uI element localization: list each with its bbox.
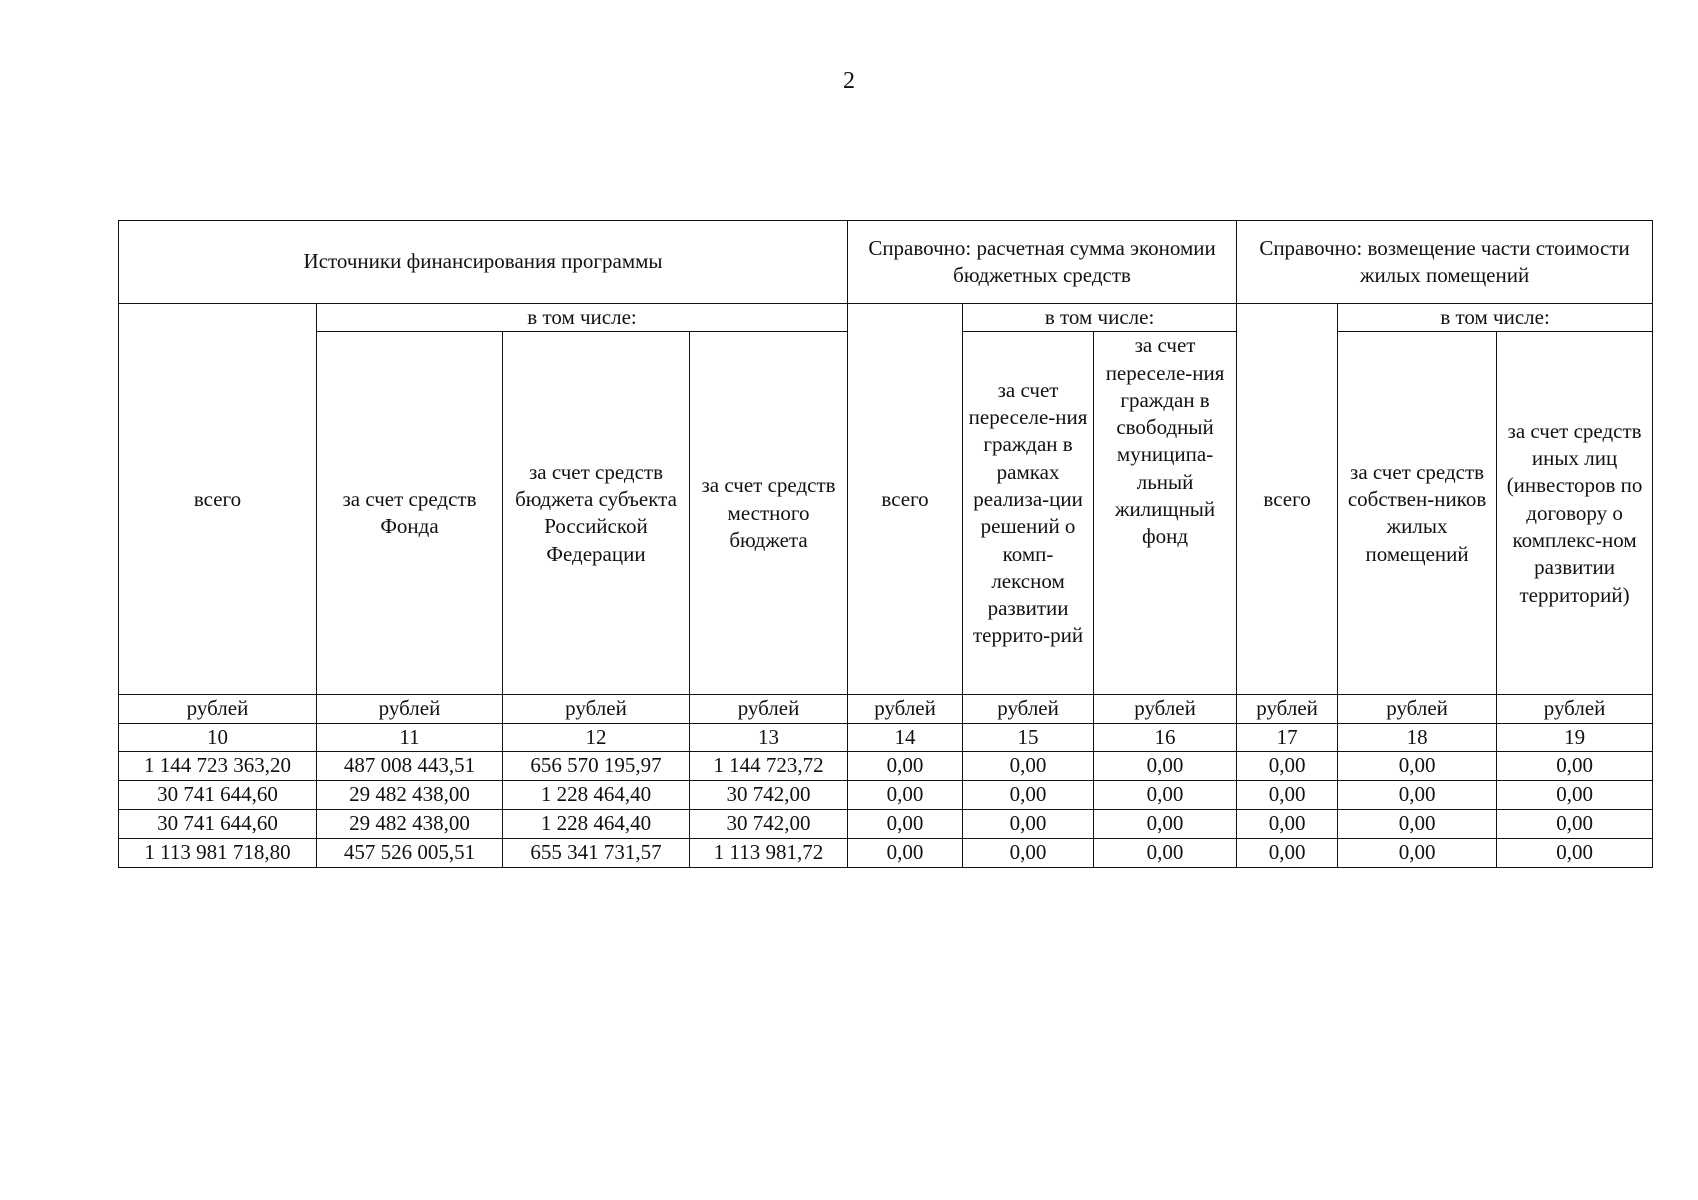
data-cell: 0,00 [963,780,1094,809]
data-cell: 1 144 723 363,20 [119,751,317,780]
data-cell: 0,00 [1497,780,1653,809]
data-cell: 0,00 [1497,838,1653,867]
data-cell: 29 482 438,00 [317,780,503,809]
data-cell: 30 741 644,60 [119,780,317,809]
column-number: 14 [848,723,963,751]
data-cell: 29 482 438,00 [317,809,503,838]
column-number: 16 [1094,723,1237,751]
data-cell: 30 742,00 [690,809,848,838]
data-cell: 487 008 443,51 [317,751,503,780]
data-cell: 0,00 [1497,809,1653,838]
table-row [119,780,1653,809]
data-cell: 0,00 [1338,838,1497,867]
header-col-19: за счет средств иных лиц (инвесторов по договору о комплекс-ном развитии территорий) [1497,332,1653,695]
data-cell: 30 741 644,60 [119,809,317,838]
unit-cell: рублей [963,695,1094,723]
data-cell: 0,00 [1094,809,1237,838]
data-cell: 0,00 [1497,751,1653,780]
column-number: 13 [690,723,848,751]
data-cell: 1 228 464,40 [503,780,690,809]
data-cell: 457 526 005,51 [317,838,503,867]
data-cell: 0,00 [1237,838,1338,867]
financing-table [118,220,1653,868]
unit-cell: рублей [690,695,848,723]
unit-cell: рублей [317,695,503,723]
data-cell: 1 144 723,72 [690,751,848,780]
unit-cell: рублей [1094,695,1237,723]
column-number: 12 [503,723,690,751]
unit-cell: рублей [1338,695,1497,723]
page-number: 2 [843,68,855,94]
header-financing-sources: Источники финансирования программы [119,221,848,304]
header-col-15: за счет переселе-ния граждан в рамках реализа-ции решений о комп-лексном развитии террито-рий [963,332,1094,695]
column-number: 18 [1338,723,1497,751]
unit-cell: рублей [1497,695,1653,723]
header-housing-compensation: Справочно: возмещение части стоимости жилых помещений [1237,221,1653,304]
table-row [119,809,1653,838]
data-cell: 0,00 [1237,809,1338,838]
data-cell: 655 341 731,57 [503,838,690,867]
table-row [119,838,1653,867]
data-cell: 0,00 [1338,751,1497,780]
column-number: 17 [1237,723,1338,751]
data-cell: 1 113 981,72 [690,838,848,867]
column-number: 15 [963,723,1094,751]
header-col-13: за счет средств местного бюджета [690,332,848,695]
data-cell: 30 742,00 [690,780,848,809]
unit-cell: рублей [848,695,963,723]
unit-cell: рублей [1237,695,1338,723]
data-cell: 0,00 [848,751,963,780]
data-cell: 0,00 [848,838,963,867]
data-cell: 1 228 464,40 [503,809,690,838]
header-col-16: за счет переселе-ния граждан в свободный муниципа-льный жилищный фонд [1094,332,1237,695]
data-cell: 0,00 [848,780,963,809]
data-cell: 0,00 [1094,838,1237,867]
table-row [119,751,1653,780]
data-cell: 656 570 195,97 [503,751,690,780]
data-cell: 0,00 [963,838,1094,867]
data-cell: 0,00 [1094,780,1237,809]
header-including-savings: в том числе: [963,304,1237,332]
column-number: 11 [317,723,503,751]
data-cell: 0,00 [1237,780,1338,809]
header-col-18: за счет средств собствен-ников жилых помещений [1338,332,1497,695]
data-cell: 0,00 [848,809,963,838]
data-cell: 0,00 [963,751,1094,780]
header-including-sources: в том числе: [317,304,848,332]
data-cell: 0,00 [1094,751,1237,780]
header-col-12: за счет средств бюджета субъекта Российской Федерации [503,332,690,695]
data-cell: 0,00 [963,809,1094,838]
header-col-17: всего [1237,304,1338,695]
header-col-14: всего [848,304,963,695]
data-cell: 0,00 [1338,780,1497,809]
unit-cell: рублей [503,695,690,723]
header-col-11: за счет средств Фонда [317,332,503,695]
unit-cell: рублей [119,695,317,723]
header-budget-savings: Справочно: расчетная сумма экономии бюджетных средств [848,221,1237,304]
header-including-compensation: в том числе: [1338,304,1653,332]
column-number: 10 [119,723,317,751]
data-cell: 1 113 981 718,80 [119,838,317,867]
data-cell: 0,00 [1237,751,1338,780]
column-number: 19 [1497,723,1653,751]
header-col-10: всего [119,304,317,695]
data-cell: 0,00 [1338,809,1497,838]
